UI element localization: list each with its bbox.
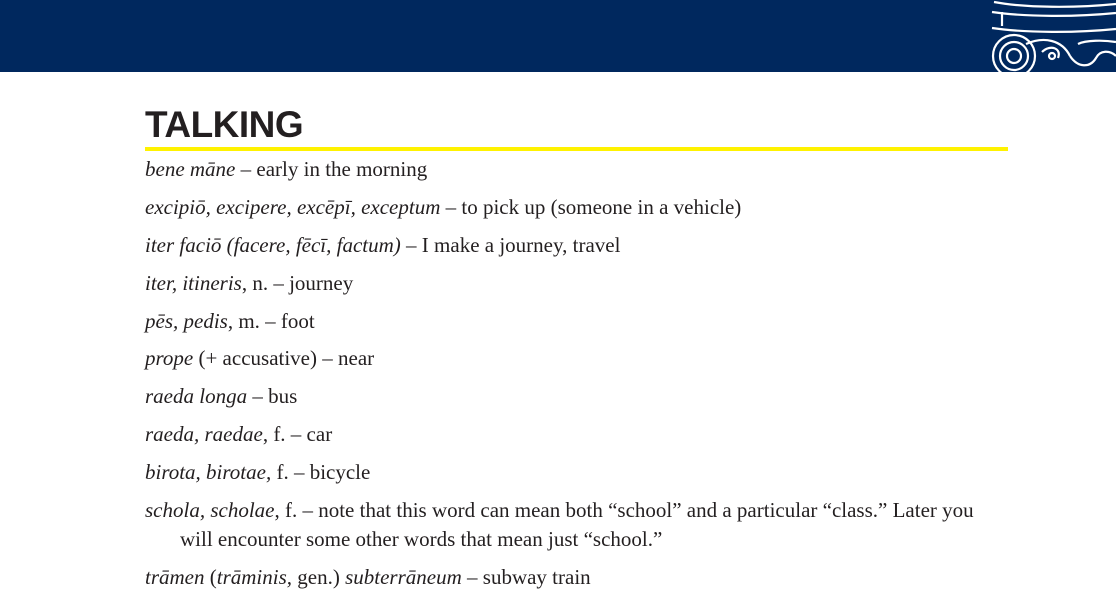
english-definition: – to pick up (someone in a vehicle) (440, 194, 742, 219)
latin-term: schola, scholae (145, 498, 275, 523)
vocab-entry (145, 231, 1008, 260)
vocab-entry (145, 344, 1008, 373)
vocab-entry (145, 382, 1008, 411)
english-definition: gen.) (292, 564, 346, 589)
english-definition: – early in the morning (235, 157, 428, 181)
header-banner (0, 0, 1116, 72)
ionic-capital-icon (986, 0, 1116, 72)
latin-term: trāminis, (216, 564, 293, 589)
vocab-entry (145, 420, 1008, 449)
english-definition: , n. – journey (241, 270, 354, 295)
title-underline (145, 147, 1008, 151)
english-definition: – bus (247, 384, 298, 409)
vocabulary-section (145, 104, 1008, 600)
english-definition: (+ accusative) – near (193, 346, 375, 371)
vocab-entry (145, 563, 1008, 592)
vocabulary-list (145, 155, 1008, 591)
vocab-entry (145, 155, 1008, 184)
english-definition: , m. – foot (227, 308, 315, 333)
latin-term: bene māne (145, 157, 236, 181)
latin-term: birota, birotae, (145, 460, 272, 485)
english-definition: , f. – note that this word can mean both “school” and a particular “class.” Later you will encounter some other words that mean just “school.” (180, 498, 974, 551)
latin-term: trāmen (145, 564, 205, 589)
latin-term: excipiō, excipere, excēpī, exceptum (145, 194, 441, 219)
english-definition: ( (204, 564, 217, 589)
latin-term: raeda, raedae (145, 422, 263, 447)
vocab-entry (145, 269, 1008, 298)
vocab-entry (145, 496, 1008, 553)
english-definition: – I make a journey, travel (400, 232, 621, 257)
section-title: TALKING (145, 104, 304, 145)
latin-term: raeda longa (145, 384, 248, 409)
latin-term: subterrāneum (345, 564, 462, 589)
latin-term: prope (145, 346, 194, 371)
latin-term: pēs, pedis (145, 308, 228, 333)
english-definition: – subway train (461, 564, 591, 589)
vocab-entry (145, 193, 1008, 222)
latin-term: iter faciō (facere, fēcī, factum) (145, 232, 401, 257)
english-definition: f. – bicycle (271, 460, 371, 485)
latin-term: iter, itineris (145, 270, 242, 295)
english-definition: , f. – car (262, 422, 333, 447)
vocab-entry (145, 307, 1008, 336)
vocab-entry (145, 458, 1008, 487)
